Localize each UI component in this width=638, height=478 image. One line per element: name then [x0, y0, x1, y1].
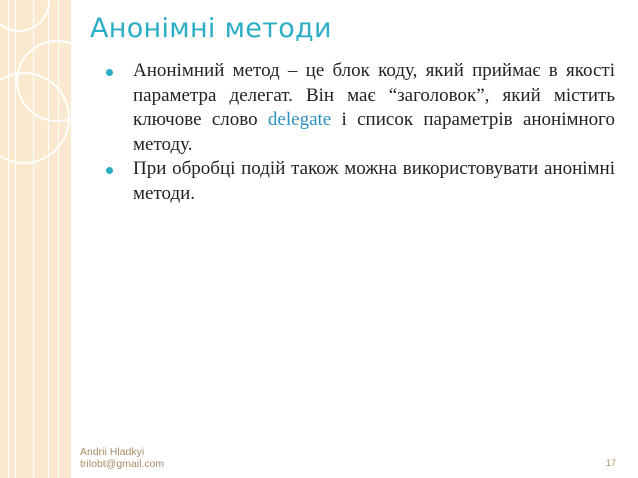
bullet-item [103, 157, 615, 206]
bullet-text: При обробці подій також можна використовувати анонімні методи. [133, 158, 615, 204]
slide-body [103, 59, 615, 207]
slide-title: Анонімні методи [90, 13, 332, 44]
sidebar-line [8, 0, 9, 478]
footer-email: trilobt@gmail.com [80, 458, 165, 470]
keyword-delegate: delegate [267, 109, 332, 131]
bullet-item [103, 59, 615, 157]
footer-author: Andrii Hladkyi [80, 446, 145, 458]
footer [80, 446, 164, 470]
sidebar-circle [0, 0, 50, 32]
bullet-text: Анонімний метод – це блок коду, який приймає в якості параметра делегат. Він має “заголовок”, який містить ключове слово [133, 60, 615, 131]
bullet-marker [106, 167, 113, 174]
bullet-text: і список параметрів анонімного методу. [133, 109, 616, 155]
bullet-marker [106, 69, 113, 76]
decorative-sidebar [0, 0, 71, 478]
page-number: 17 [605, 458, 616, 468]
